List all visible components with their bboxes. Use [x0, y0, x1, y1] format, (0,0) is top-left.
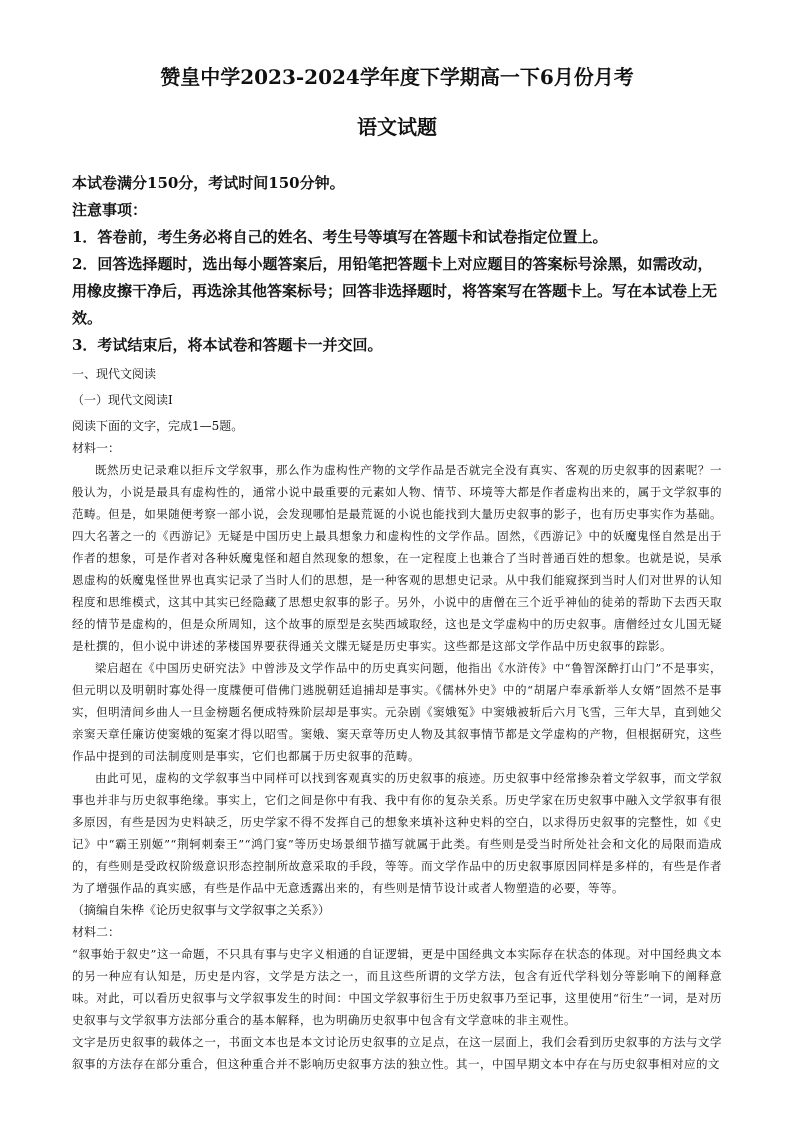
- exam-subtitle: 语文试题: [357, 115, 437, 139]
- notice-item: 2．回答选择题时，选出每小题答案后，用铅笔把答题卡上对应题目的答案标号涂黑，如需改动，用橡皮擦干净后，再选涂其他答案标号；回答非选择题时，将答案写在答题卡上。写在本试卷上无效。: [72, 255, 718, 327]
- material-paragraph: 文字是历史叙事的载体之一，书面文本也是本文讨论历史叙事的立足点，在这一层面上，我们会看到历史叙事的方法与文学叙事的方法存在部分重合，但这种重合并不影响历史叙事方法的独立性。其一，中国早期文本中存在与历史叙事相对应的文: [72, 1035, 722, 1071]
- material-paragraph: 既然历史记录难以拒斥文学叙事，那么作为虚构性产物的文学作品是否就完全没有真实、客观的历史叙事的因素呢？一般认为，小说是最具有虚构性的，通常小说中最重要的元素如人物、情节、环境等大都是作者虚构出来的，属于文学叙事的范畴。但是，如果随便考察一部小说，会发现哪怕是最荒诞的小说也能找到大量历史叙事的影子，也有历史事实作为基础。四大名著之一的《西游记》无疑是中国历史上最具想象力和虚构性的文学作品。固然，《西游记》中的妖魔鬼怪自然是出于作者的想象，可是作者对各种妖魔鬼怪和超自然现象的想象，在一定程度上也兼合了当时普通百姓的想象。也就是说，吴承恩虚构的妖魔鬼怪世界也真实记录了当时人们的思想，是一种客观的思想史记录。从中我们能窥探到当时人们对世界的认知程度和思维模式，这其中其实已经隐藏了思想史叙事的影子。另外，小说中的唐僧在三个近乎神仙的徒弟的帮助下去西天取经的情节是虚构的，但是众所周知，这个故事的原型是玄奘西域取经，这也是文学虚构中的历史叙事。唐僧经过女儿国无疑是杜撰的，但小说中讲述的茅楼国界要获得通关文牒无疑是历史事实。这些都是这部文学作品中历史叙事的踪影。: [72, 463, 722, 653]
- subsection-heading: （一）现代文阅读Ⅰ: [72, 393, 173, 407]
- reading-instruction: 阅读下面的文字，完成1—5题。: [72, 419, 244, 433]
- material-label: 材料一：: [72, 441, 121, 455]
- material-paragraph: 由此可见，虚构的文学叙事当中同样可以找到客观真实的历史叙事的痕迹。历史叙事中经常掺杂着文学叙事，而文学叙事也并非与历史叙事绝缘。事实上，它们之间是你中有我、我中有你的复杂关系。历史学家在历史叙事中融入文学叙事有很多原因，有些是因为史料缺乏，历史学家不得不发挥自己的想象来填补这种史料的空白，以求得历史叙事的完整性，如《史记》中“霸王别姬”“荆轲刺秦王”“鸿门宴”等历史场景细节描写就属于此类。有些则是受当时所处社会和文化的局限而造成的，有些则是受政权阶级意识形态控制所故意采取的手段，等等。而文学作品中的历史叙事原因同样是多样的，有些是作者为了增强作品的真实感，有些是作品中无意透露出来的，有些则是情节设计或者人物塑造的必要，等等。: [72, 771, 722, 895]
- notice-item: 3．考试结束后，将本试卷和答题卡一并交回。: [72, 336, 383, 354]
- material-label: 材料二：: [72, 925, 121, 939]
- notice-item: 1．答卷前，考生务必将自己的姓名、考生号等填写在答题卡和试卷指定位置上。: [72, 228, 608, 246]
- material-paragraph: “叙事始于叙史”这一命题，不只具有事与史字义相通的自证逻辑，更是中国经典文本实际存在状态的体现。对中国经典文本的另一种应有认知是，历史是内容，文学是方法之一，而且这些所谓的文学方法，包含有近代学科划分等影响下的阐释意味。对此，可以看历史叙事与文学叙事发生的时间：中国文学叙事衍生于历史叙事乃至记事，这里使用“衍生”一词，是对历史叙事与文学叙事方法部分重合的基本解释，也为明确历史叙事中包含有文学意味的非主观性。: [72, 947, 722, 1027]
- exam-title: 赞皇中学2023-2024学年度下学期高一下6月份月考: [160, 65, 634, 89]
- section-heading: 一、现代文阅读: [72, 367, 157, 381]
- exam-notice: [72, 170, 722, 359]
- notice-heading: 注意事项：: [72, 201, 148, 219]
- material-citation: （摘编自朱桦《论历史叙事与文学叙事之关系》）: [72, 903, 331, 917]
- material-paragraph: 梁启超在《中国历史研究法》中曾涉及文学作品中的历史真实问题，他指出《水浒传》中“鲁智深醉打山门”不是事实，但元明以及明朝时寡处得一度牒便可借佛门逃脱朝廷追捕却是事实。《儒林外史》中的“胡屠户奉承新举人女婿”固然不是事实，但明清间乡曲人一旦金榜题名便成特殊阶层却是事实。元杂剧《窦娥冤》中窦娥被斩后六月飞雪，三年大旱，直到她父亲窦天章任廉访使窦娥的冤案才得以昭雪。窦娥、窦天章等历史人物及其叙事情节都是文学虚构的产物，但根据研究，这些作品中提到的司法制度则是事实，它们也都属于历史叙事的范畴。: [72, 661, 722, 763]
- score-time-note: 本试卷满分150分，考试时间150分钟。: [72, 174, 345, 192]
